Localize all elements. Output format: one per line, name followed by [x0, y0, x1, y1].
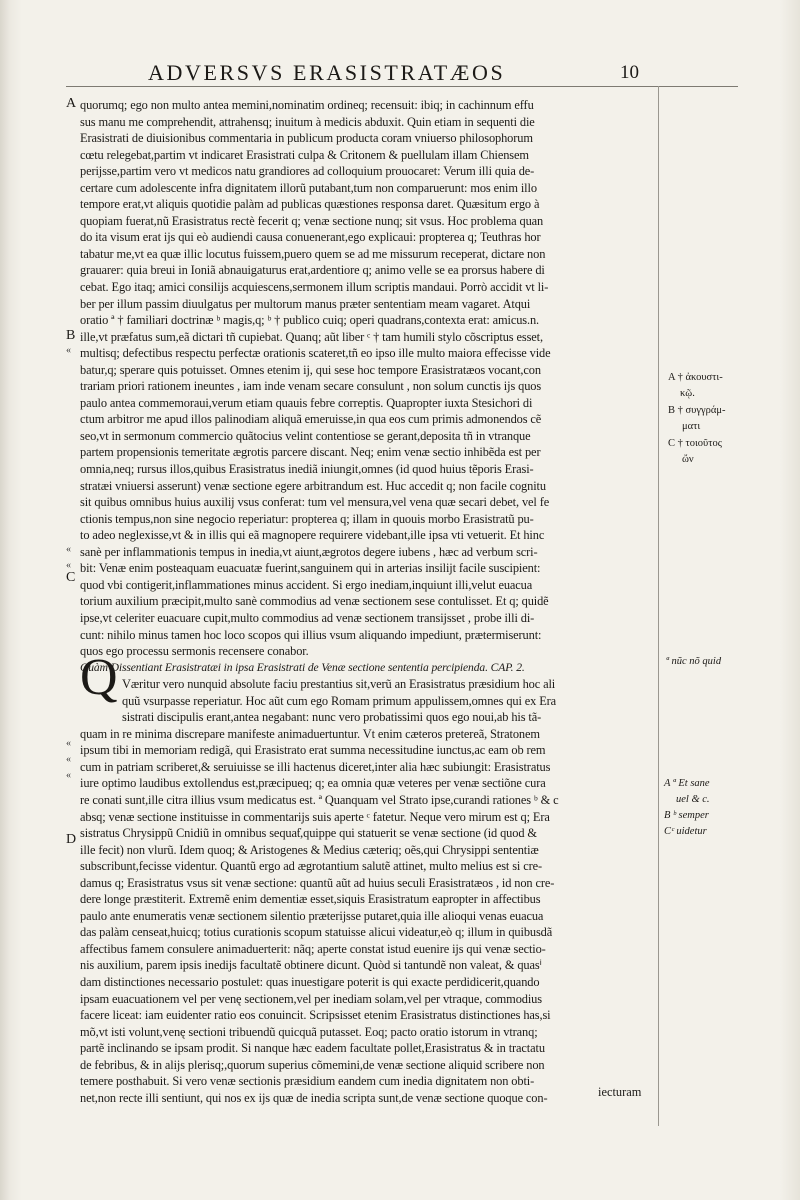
margin-note: A † ἀκουστι-: [668, 372, 723, 383]
quote-mark: «: [66, 754, 71, 765]
text-line: stratæi vniuersi asserunt) venæ sectione egere arbitrandum est. Huc accedit q; non facile cognitu: [80, 478, 546, 493]
text-line: oratio ª † familiari doctrinæ ᵇ magis,q; ᵇ † publico cuiq; operi quadrans,contexta erat: amicus.n.: [80, 313, 540, 328]
text-line: cum in patriam scriberet,& seruiuisse se illi hactenus diceret,inter alia hæc subiungit: Erasistratus: [80, 759, 551, 774]
drop-cap: Q: [80, 649, 118, 706]
text-line: bit: Venæ enim posteaquam euacuatæ fuerint,sanguinem qui in arterias insilijt facile suscipient:: [80, 561, 541, 576]
text-line: quopiam fuerat,nũ Erasistratus rectè fecerit q; venæ sectione nunq; sit vsus. Hoc problema quan: [80, 213, 544, 228]
margin-rule: [658, 86, 659, 1126]
text-line: nis auxilium, parem ipsis inedijs facultatẽ obtinere dicunt. Quòd si tantundẽ non valeat, & quasⁱ: [80, 958, 542, 973]
running-head: ADVERSVS ERASISTRATÆOS: [148, 60, 506, 85]
text-line: cunt: nihilo minus tamen hoc loco scopos qui illius vsum aliquando impediunt, prætermiserunt:: [80, 627, 542, 642]
text-line: perijsse,partim vero vt medicos natu grandiores ad colloquium prouocaret: Verum illi quia de-: [80, 164, 535, 179]
section-letter-d: D: [66, 832, 77, 847]
margin-note: uel & c.: [676, 794, 710, 805]
text-block-1: [80, 97, 655, 660]
text-line: de febribus, & in alijs plerisq;,quorum superius cõmemini,de venæ sectione aliquid scribere non: [80, 1057, 545, 1072]
text-line: quod vbi contigerit,inflammationes minus accident. Si ergo inediam,inquiunt illi,velut euacua: [80, 577, 533, 592]
text-line: dam distinctiones necessario postulet: quas inuestigare poterit is qui exacte perdidicerit,quando: [80, 974, 540, 989]
text-line: grauarer: quia breui in Ioniã abnauigaturus erat,ardentiore q; animo velle se ea prorsus habere di: [80, 263, 545, 278]
text-line: ille fecit) non vlurũ. Idem quoq; & Aristogenes & Medius cæteriq; oẽs,qui Chrysippi sententiæ: [80, 842, 539, 857]
section-letter-c: C: [66, 570, 76, 585]
margin-note: B † συγγράμ-: [668, 405, 726, 416]
body-text: [80, 97, 655, 1106]
text-line: Erasistrati de diuisionibus commentaria in publicum producta coram vniuerso philosophorum: [80, 131, 533, 146]
section-letter-b: B: [66, 328, 76, 343]
text-line: paulo antea commemoraui,verum etiam quauis febre correptis. Quapropter iuxta Stesichori di: [80, 395, 533, 410]
text-block-2: [80, 676, 655, 1106]
text-line: torium auxilium præcipit,multo sanè commodius ad venæ sectionem sese contulisset. Et q; quidẽ: [80, 594, 549, 609]
text-line: partẽ inclinando se ipsam prodit. Si nanque hæc eadem facultate pollet,Erasistratus & in tractatu: [80, 1041, 545, 1056]
text-line: tabatur me,vt ea quæ illic locutus fuissem,puero quem se ad me missurum receperat, dictare non: [80, 246, 546, 261]
margin-note: Cᶜ uidetur: [664, 826, 707, 837]
quote-mark: «: [66, 345, 71, 356]
margin-note: ματι: [682, 421, 701, 432]
text-line: sistratus Chrysippũ Cnidiũ in omnibus sequaƭ,quippe qui statuerit se venæ sectione (id quod &: [80, 826, 537, 841]
text-line: sus manu me comprehendit, attrahensq; inuitum à medicis abduxit. Quin etiam in sequenti die: [80, 114, 535, 129]
header-rule: [66, 86, 738, 87]
text-line: do ita visum erat ijs qui eò audiendi causa conuenerant,ego explicaui: propterea q; Teuthras hor: [80, 230, 541, 245]
text-line: cebat. Ego itaq; amici consilijs acquiescens,sermonem illum scriptis mandaui. Porrò accidit vt li-: [80, 280, 549, 295]
text-line: seo,vt in sermonum commercio quãtocius velint contentiose se gerant,deposita tñ in vtranque: [80, 428, 531, 443]
text-line: Væritur vero nunquid absolute faciu prestantius sit,verũ an Erasistratus præsidium hoc ali: [122, 677, 556, 692]
chapter-heading: Quàm Dissentiant Erasistratæi in ipsa Erasistrati de Venæ sectione sententia percipienda. CAP. 2.: [80, 660, 525, 674]
margin-note: κῷ.: [680, 388, 695, 399]
margin-note: B ᵇ semper: [664, 810, 709, 821]
margin-note: A ª Et sane: [664, 778, 710, 789]
text-line: quos ego processu sermonis recensere conabor.: [80, 644, 309, 659]
text-line: temere posthabuit. Si vero venæ sectionis præsidium eandem cum inedia dignitatem non obti-: [80, 1074, 535, 1089]
text-line: affectibus famem consulere animaduerterit: nãq; aperte constat istud euenire ijs qui venæ sectio-: [80, 941, 546, 956]
text-line: omnia,neq; rursus illos,quibus Erasistratus inediã iniungit,omnes (id quod huius tẽporis Erasi-: [80, 462, 534, 477]
text-line: subscribunt,fecisse videntur. Quantũ ergo ad ægrotantium salutẽ attinet, multo melius est si cre-: [80, 859, 542, 874]
catchword: iecturam: [598, 1085, 642, 1099]
text-line: das palàm censeat,huicq; totius curationis scopum statuisse alicui videatur,eò q; illum in quibusdã: [80, 925, 553, 940]
margin-note: ª nũc nõ quid: [666, 656, 722, 667]
text-line: tempore erat,vt aliquis quotidie palàm ad publicas quæstiones responsa daret. Quæsitum ergo à: [80, 197, 540, 212]
text-line: ber per illum passim diuulgatus per multorum manus præter sententiam meam vagaret. Atqui: [80, 296, 531, 311]
text-line: to adeo neglexisse,vt & in illis qui eã magnopere requirere videbant,ille ipsa vti vetuerit. Et hinc: [80, 528, 545, 543]
text-line: facere liceat: iam euidenter ratio eos conuincit. Scripsisset etenim Erasistratus distinctiones has,si: [80, 1008, 551, 1023]
text-line: quũ vsurpasse reperiatur. Hoc aũt cum ego Romam primum appulissem,omnes qui ex Era: [122, 693, 557, 708]
text-line: re conati sunt,ille citra illius vsum medicatus est. ª Quanquam vel Strato ipse,curandi rationes ᵇ & c: [80, 792, 559, 807]
text-line: sit quibus omnibus huius auxilij vsus conferat: tum vel mensura,vel vena quæ secari debet, vel fe: [80, 495, 550, 510]
text-line: ipse,vt celeriter euacuare cupit,multo commodius ad venæ sectionem transijsset , probe illi di-: [80, 610, 535, 625]
text-line: ipsam euacuationem vel per venę sectionem,vel per inediam solam,vel per vtraque, commodius: [80, 991, 542, 1006]
text-line: net,non recte illi sentiunt, qui nos ex ijs quæ de inedia scripta sunt,de venæ sectione quoque con-: [80, 1090, 548, 1105]
section-letter-a: A: [66, 96, 77, 111]
text-line: cœtu relegebat,partim vt indicaret Erasistrati culpa & Critonem & puellulam illam Chiensem: [80, 147, 529, 162]
text-line: ille,vt præfatus sum,eã dictari tñ cupiebat. Quanq; aũt liber ᶜ † tam humili stylo cõscriptus esset,: [80, 329, 543, 344]
text-line: ipsum tibi in memoriam redigã, qui Erasistrato erat summa necessitudine iunctus,ac eam ob rem: [80, 743, 546, 758]
text-line: quorumq; ego non multo antea memini,nominatim ordineq; recensuit: ibiq; in cachinnum effu: [80, 98, 534, 112]
margin-note: ὤν: [682, 454, 694, 465]
text-line: sistrati discipulis erant,antea negabant: nunc vero probatissimi quos ego noui,ab his tã-: [122, 710, 542, 725]
text-line: trariam priori rationem ineuntes , iam inde venam secare consulunt , non solum cunctis ijs quos: [80, 379, 542, 394]
text-line: dere longe præstiterit. Extremẽ enim dementiæ esset,siquis Erasistratum eapropter in affectibus: [80, 892, 541, 907]
text-line: ctum arbitror me apud illos palinodiam aliquã emeruisse,in qua eos cum primis admonendos cẽ: [80, 412, 542, 427]
text-line: sanè per inflammationis tempus in inedia,vt aiunt,ægrotos degere iubens , hæc ad verbum scri-: [80, 544, 538, 559]
text-line: batur,q; sperare quis potuisset. Omnes etenim ij, qui sese hoc tempore Erasistratæos vocant,con: [80, 362, 541, 377]
text-line: partem propensionis temeritate ægrotis parcere discant. Neq; enim venæ sectio inhibẽda est per: [80, 445, 541, 460]
text-line: ctionis tempus,non sine negocio reperiatur: propterea q; illam in quouis morbo Erasistratũ pu-: [80, 511, 534, 526]
text-line: damus q; Erasistratus vsus sit venæ sectione: quantũ aũt ad huius seculi Erasistratæos , id non cre-: [80, 875, 555, 890]
text-line: certare cum adolescente infra dignitatem illorũ putabant,tum non comparuerunt: mos enim illo: [80, 180, 537, 195]
text-line: mõ,vt isti volunt,venę sectioni tribuendũ quicquã putasset. Eoq; pacto oratio istorum in vtranq;: [80, 1024, 538, 1039]
text-line: quam in re minima discrepare manifeste animaduertuntur. Vt enim cæteros pretereã, Stratonem: [80, 726, 540, 741]
quote-mark: «: [66, 770, 71, 781]
text-line: paulo ante enumeratis venæ sectionem silentio præterijsse putaret,quia ille alioqui venas euacua: [80, 908, 544, 923]
quote-mark: «: [66, 544, 71, 555]
quote-mark: «: [66, 560, 71, 571]
text-line: absq; venæ sectione instituisse in commentarijs suis aperte ᶜ fatetur. Neque vero mirum est q; Era: [80, 809, 550, 824]
quote-mark: «: [66, 738, 71, 749]
folio-number: 10: [620, 62, 639, 83]
text-line: iure optimo laudibus extollendus est,præcipueq; q; ea omnia quæ veteres per venæ sectiõne cura: [80, 776, 546, 791]
text-line: multisq; defectibus respectu perfectæ orationis scateret,tñ eo ipso ille multo maiora effecisse vide: [80, 346, 551, 361]
margin-note: C † τοιοῦτος: [668, 438, 722, 449]
